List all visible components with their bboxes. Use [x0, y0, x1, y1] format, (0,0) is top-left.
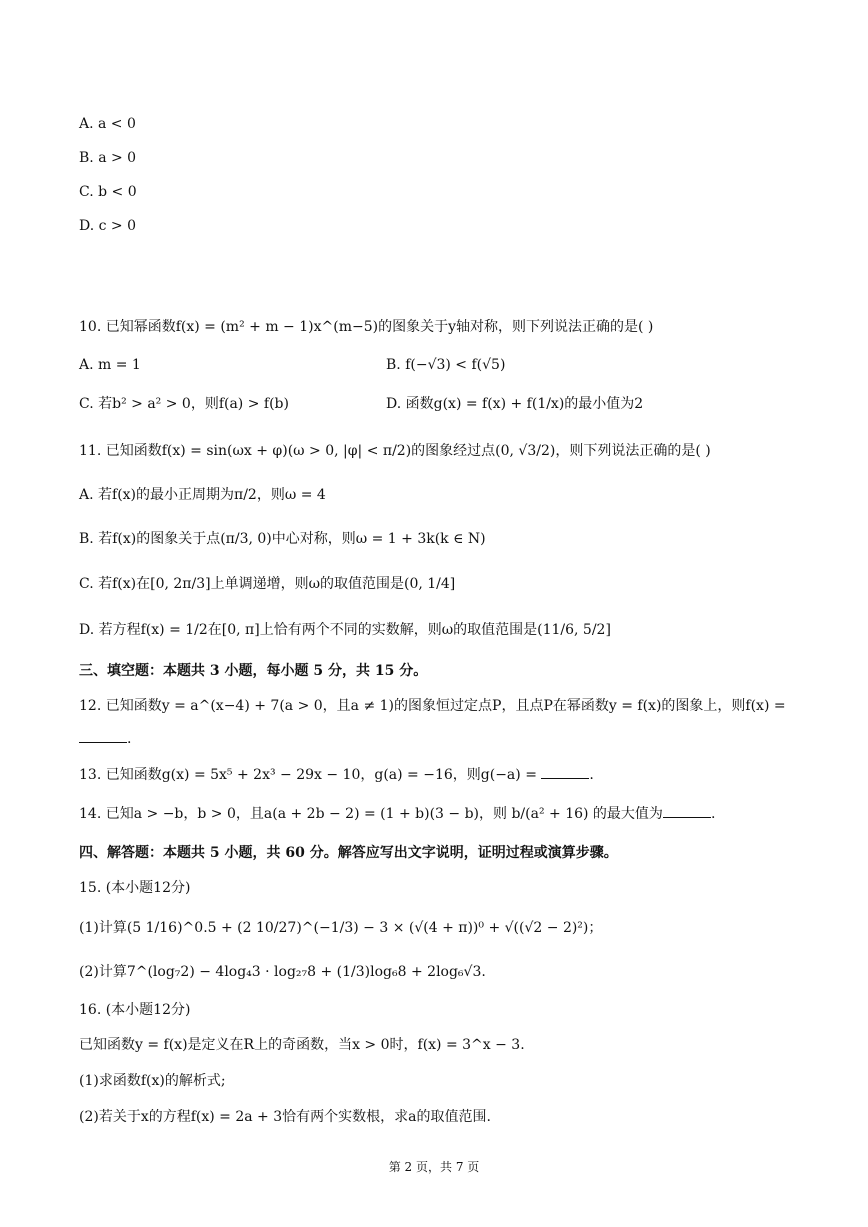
q13-blank	[541, 764, 589, 779]
page-footer: 第 2 页，共 7 页	[388, 1160, 480, 1174]
q10-option-c: C. 若b² > a² > 0，则f(a) > f(b)	[79, 396, 289, 412]
q12-end: .	[127, 731, 132, 747]
q15-part1: (1)计算(5 1/16)^0.5 + (2 10/27)^(−1/3) − 3 × (√(4 + π))⁰ + √((√2 − 2)²)；	[79, 920, 603, 936]
q13-end: .	[589, 767, 594, 783]
q15-heading: 15. (本小题12分)	[79, 880, 191, 896]
section-4-heading: 四、解答题：本题共 5 小题，共 60 分。解答应写出文字说明，证明过程或演算步骤。	[79, 845, 618, 861]
q10-option-b: B. f(−√3) < f(√5)	[386, 357, 506, 373]
q10-option-a: A. m = 1	[79, 357, 141, 373]
q14-end: .	[710, 806, 716, 822]
q11-option-d: D. 若方程f(x) = 1/2在[0, π]上恰有两个不同的实数解，则ω的取值范围是(11/6, 5/2]	[79, 622, 611, 638]
q12-line2	[79, 728, 131, 749]
q15-part2: (2)计算7^(log₇2) − 4log₄3 · log₂₇8 + (1/3)log₆8 + 2log₆√3.	[79, 964, 486, 980]
q16-heading: 16. (本小题12分)	[79, 1002, 191, 1018]
q11-option-b: B. 若f(x)的图象关于点(π/3, 0)中心对称，则ω = 1 + 3k(k ∈ N)	[79, 531, 486, 547]
prev-option-c: C. b < 0	[79, 184, 137, 200]
q14-text: 14. 已知a > −b，b > 0，且a(a + 2b − 2) = (1 + b)(3 − b)，则 b/(a² + 16) 的最大值为	[79, 806, 663, 822]
prev-option-b: B. a > 0	[79, 150, 137, 166]
q16-part1: (1)求函数f(x)的解析式;	[79, 1073, 226, 1089]
q11-stem: 11. 已知函数f(x) = sin(ωx + φ)(ω > 0, |φ| < π/2)的图象经过点(0, √3/2)，则下列说法正确的是( )	[79, 443, 711, 459]
q10-stem: 10. 已知幂函数f(x) = (m² + m − 1)x^(m−5)的图象关于y轴对称，则下列说法正确的是( )	[79, 319, 654, 335]
q14-blank	[663, 803, 711, 818]
prev-option-a: A. a < 0	[79, 116, 136, 132]
q16-stem: 已知函数y = f(x)是定义在R上的奇函数，当x > 0时，f(x) = 3^x − 3.	[79, 1037, 525, 1053]
q12-line1: 12. 已知函数y = a^(x−4) + 7(a > 0，且a ≠ 1)的图象恒过定点P，且点P在幂函数y = f(x)的图象上，则f(x) =	[79, 698, 786, 714]
q16-part2: (2)若关于x的方程f(x) = 2a + 3恰有两个实数根，求a的取值范围.	[79, 1109, 491, 1125]
q11-option-c: C. 若f(x)在[0, 2π/3]上单调递增，则ω的取值范围是(0, 1/4]	[79, 576, 456, 592]
q13	[79, 764, 594, 785]
q11-option-a: A. 若f(x)的最小正周期为π/2，则ω = 4	[79, 487, 326, 503]
q10-option-d: D. 函数g(x) = f(x) + f(1/x)的最小值为2	[386, 396, 644, 412]
prev-option-d: D. c > 0	[79, 218, 137, 234]
q12-blank	[79, 728, 127, 743]
q13-text: 13. 已知函数g(x) = 5x⁵ + 2x³ − 29x − 10，g(a) = −16，则g(−a) =	[79, 767, 537, 783]
q14	[79, 803, 715, 824]
section-3-heading: 三、填空题：本题共 3 小题，每小题 5 分，共 15 分。	[79, 663, 428, 679]
